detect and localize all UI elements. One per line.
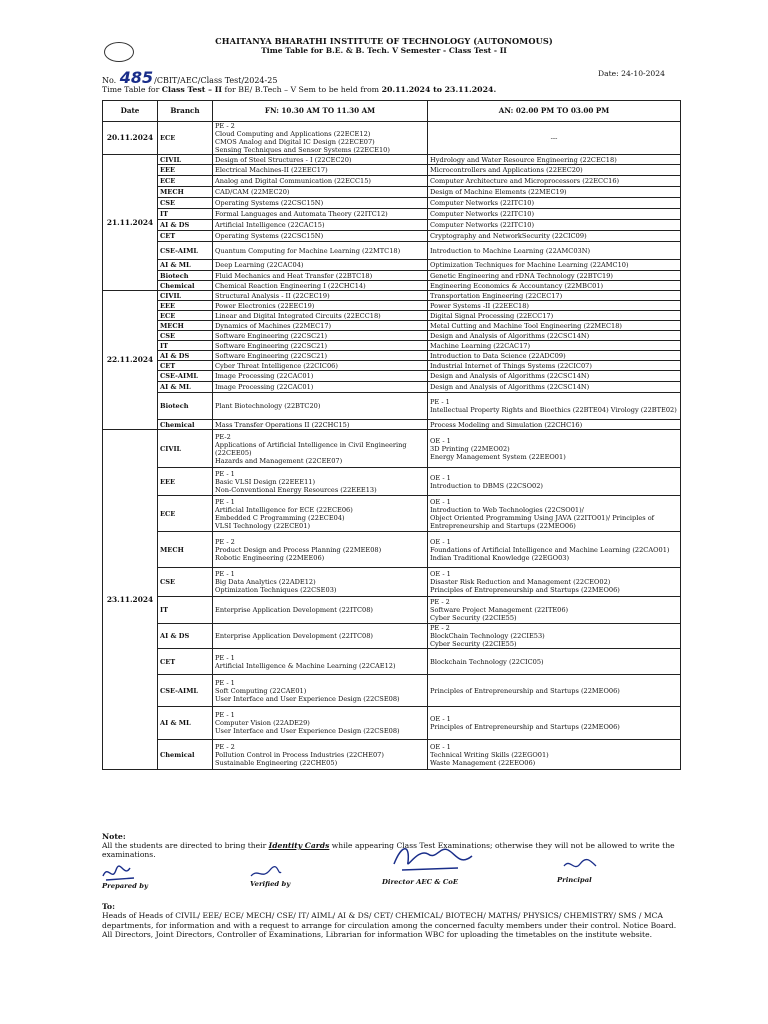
table-row — [103, 301, 681, 311]
fn-subject-cell: Image Processing (22CAC01) — [213, 382, 428, 393]
table-row — [103, 331, 681, 341]
branch-cell: ECE — [158, 311, 213, 321]
fn-subject-cell: Deep Learning (22CAC04) — [213, 260, 428, 271]
fn-subject-cell: Quantum Computing for Machine Learning (22MTC18) — [213, 242, 428, 260]
table-row — [103, 597, 681, 624]
fn-subject-cell: Analog and Digital Communication (22ECC15) — [213, 176, 428, 187]
branch-cell: CIVIL — [158, 155, 213, 165]
an-subject-cell: Computer Networks (22ITC10) — [428, 209, 681, 220]
fn-subject-cell: Operating Systems (22CSC15N) — [213, 198, 428, 209]
principal-label: Principal — [557, 876, 592, 884]
table-row — [103, 430, 681, 468]
branch-cell: EEE — [158, 165, 213, 176]
fn-subject-cell: Enterprise Application Development (22ITC08) — [213, 597, 428, 624]
fn-subject-cell: PE-2 Applications of Artificial Intelligence in Civil Engineering (22CEE05) Hazards and Management (22CEE07) — [213, 430, 428, 468]
fn-subject-cell: PE - 1 Basic VLSI Design (22EEE11) Non-Conventional Energy Resources (22EEE13) — [213, 468, 428, 496]
branch-cell: CIVIL — [158, 430, 213, 468]
timetable — [102, 100, 681, 770]
fn-subject-cell: Formal Languages and Automata Theory (22ITC12) — [213, 209, 428, 220]
intro-text-a: Time Table for — [102, 85, 162, 94]
issue-date: Date: 24-10-2024 — [598, 69, 665, 78]
branch-cell: ECE — [158, 176, 213, 187]
fn-subject-cell: Power Electronics (22EEC19) — [213, 301, 428, 311]
fn-subject-cell: PE - 1 Artificial Intelligence for ECE (22ECE06) Embedded C Programming (22ECE04) VLSI Technology (22ECE01) — [213, 496, 428, 532]
date-cell: 23.11.2024 — [103, 430, 158, 770]
col-header-an: AN: 02.00 PM TO 03.00 PM — [428, 101, 681, 122]
fn-subject-cell: Software Engineering (22CSC21) — [213, 351, 428, 361]
branch-cell: AI & DS — [158, 624, 213, 649]
table-row — [103, 371, 681, 382]
branch-cell: CSE — [158, 198, 213, 209]
branch-cell: MECH — [158, 532, 213, 568]
fn-subject-cell: PE - 1 Computer Vision (22ADE29) User Interface and User Experience Design (22CSE08) — [213, 707, 428, 740]
fn-subject-cell: Enterprise Application Development (22ITC08) — [213, 624, 428, 649]
table-row — [103, 176, 681, 187]
an-subject-cell: Metal Cutting and Machine Tool Engineering (22MEC18) — [428, 321, 681, 331]
fn-subject-cell: Mass Transfer Operations II (22CHC15) — [213, 420, 428, 430]
an-subject-cell: Industrial Internet of Things Systems (22CIC07) — [428, 361, 681, 371]
fn-subject-cell: Plant Biotechnology (22BTC20) — [213, 393, 428, 420]
fn-subject-cell: Image Processing (22CAC01) — [213, 371, 428, 382]
table-row — [103, 321, 681, 331]
fn-subject-cell: Electrical Machines-II (22EEC17) — [213, 165, 428, 176]
an-subject-cell: Design and Analysis of Algorithms (22CSC14N) — [428, 382, 681, 393]
branch-cell: AI & DS — [158, 220, 213, 231]
intro-text-d: 20.11.2024 to 23.11.2024. — [381, 85, 497, 94]
an-subject-cell: Engineering Economics & Accountancy (22MBC01) — [428, 281, 681, 291]
an-subject-cell: Transportation Engineering (22CEC17) — [428, 291, 681, 301]
table-row — [103, 281, 681, 291]
timetable-body — [103, 122, 681, 770]
director-label: Director AEC & CoE — [382, 878, 458, 886]
an-subject-cell: OE - 1 Introduction to DBMS (22CSO02) — [428, 468, 681, 496]
an-subject-cell: Design and Analysis of Algorithms (22CSC14N) — [428, 371, 681, 382]
an-subject-cell: OE - 1 Principles of Entrepreneurship and Startups (22MEO06) — [428, 707, 681, 740]
table-row — [103, 707, 681, 740]
fn-subject-cell: Software Engineering (22CSC21) — [213, 331, 428, 341]
prepared-signature-icon — [100, 862, 140, 884]
date-cell: 22.11.2024 — [103, 291, 158, 430]
an-subject-cell: Design and Analysis of Algorithms (22CSC14N) — [428, 331, 681, 341]
table-row — [103, 311, 681, 321]
fn-subject-cell: Linear and Digital Integrated Circuits (22ECC18) — [213, 311, 428, 321]
timetable-subtitle: Time Table for B.E. & B. Tech. V Semester - Class Test - II — [261, 46, 507, 55]
to-title: To: — [102, 902, 115, 911]
branch-cell: CET — [158, 231, 213, 242]
an-subject-cell: Design of Machine Elements (22MEC19) — [428, 187, 681, 198]
branch-cell: CSE-AIML — [158, 675, 213, 707]
note-text-c: while appearing Class Test Examinations; otherwise they will not be allowed to write the examinations. — [102, 841, 675, 859]
fn-subject-cell: PE - 1 Big Data Analytics (22ADE12) Optimization Techniques (22CSE03) — [213, 568, 428, 597]
branch-cell: CET — [158, 649, 213, 675]
director-signature-icon — [388, 840, 478, 876]
table-row — [103, 649, 681, 675]
intro-text-c: for BE/ B.Tech – V Sem to be held from — [222, 85, 382, 94]
ref-prefix: No. — [102, 76, 117, 85]
branch-cell: ECE — [158, 496, 213, 532]
fn-subject-cell: Cyber Threat Intelligence (22CIC06) — [213, 361, 428, 371]
branch-cell: Chemical — [158, 281, 213, 291]
date-cell: 20.11.2024 — [103, 122, 158, 155]
table-row — [103, 271, 681, 281]
table-row — [103, 496, 681, 532]
an-subject-cell: OE - 1 Foundations of Artificial Intelligence and Machine Learning (22CAO01) Indian Traditional Knowledge (22EGO03) — [428, 532, 681, 568]
table-row — [103, 675, 681, 707]
table-row — [103, 624, 681, 649]
an-subject-cell: Computer Networks (22ITC10) — [428, 198, 681, 209]
table-row — [103, 341, 681, 351]
fn-subject-cell: CAD/CAM (22MEC20) — [213, 187, 428, 198]
branch-cell: IT — [158, 597, 213, 624]
an-subject-cell: Introduction to Data Science (22ADC09) — [428, 351, 681, 361]
fn-subject-cell: PE - 2 Cloud Computing and Applications (22ECE12) CMOS Analog and Digital IC Design (22ECE07) Sensing Techniques and Sensor Systems (22ECE10) — [213, 122, 428, 155]
branch-cell: AI & ML — [158, 260, 213, 271]
fn-subject-cell: Structural Analysis - II (22CEC19) — [213, 291, 428, 301]
table-header-row — [103, 101, 681, 122]
fn-subject-cell: Dynamics of Machines (22MEC17) — [213, 321, 428, 331]
an-subject-cell: Digital Signal Processing (22ECC17) — [428, 311, 681, 321]
intro-text-b: Class Test – II — [161, 85, 222, 94]
principal-signature-icon — [560, 854, 600, 876]
branch-cell: ECE — [158, 122, 213, 155]
an-subject-cell: Cryptography and NetworkSecurity (22CIC09) — [428, 231, 681, 242]
branch-cell: EEE — [158, 301, 213, 311]
branch-cell: AI & DS — [158, 351, 213, 361]
an-subject-cell: PE - 2 BlockChain Technology (22CIE53) Cyber Security (22CIE55) — [428, 624, 681, 649]
branch-cell: CSE-AIML — [158, 242, 213, 260]
table-row — [103, 468, 681, 496]
table-row — [103, 393, 681, 420]
table-row — [103, 361, 681, 371]
prepared-by-label: Prepared by — [102, 882, 148, 890]
col-header-fn: FN: 10.30 AM TO 11.30 AM — [213, 101, 428, 122]
branch-cell: CSE — [158, 331, 213, 341]
an-subject-cell: PE - 1 Intellectual Property Rights and Bioethics (22BTE04) Virology (22BTE02) — [428, 393, 681, 420]
branch-cell: Chemical — [158, 420, 213, 430]
col-header-date: Date — [103, 101, 158, 122]
branch-cell: CIVIL — [158, 291, 213, 301]
date-cell: 21.11.2024 — [103, 155, 158, 291]
note-text-b: Identity Cards — [268, 841, 330, 850]
table-row — [103, 220, 681, 231]
ref-suffix: /CBIT/AEC/Class Test/2024-25 — [154, 76, 278, 85]
fn-subject-cell: PE - 2 Pollution Control in Process Industries (22CHE07) Sustainable Engineering (22CHE05) — [213, 740, 428, 770]
table-row — [103, 209, 681, 220]
fn-subject-cell: Fluid Mechanics and Heat Transfer (22BTC18) — [213, 271, 428, 281]
branch-cell: MECH — [158, 321, 213, 331]
an-subject-cell: Genetic Engineering and rDNA Technology (22BTC19) — [428, 271, 681, 281]
fn-subject-cell: Operating Systems (22CSC15N) — [213, 231, 428, 242]
branch-cell: CET — [158, 361, 213, 371]
table-row — [103, 165, 681, 176]
branch-cell: CSE — [158, 568, 213, 597]
fn-subject-cell: PE - 2 Product Design and Process Planning (22MEE08) Robotic Engineering (22MEE06) — [213, 532, 428, 568]
branch-cell: MECH — [158, 187, 213, 198]
fn-subject-cell: Design of Steel Structures - I (22CEC20) — [213, 155, 428, 165]
an-subject-cell: OE - 1 3D Printing (22MEO02) Energy Management System (22EEO01) — [428, 430, 681, 468]
an-subject-cell: Blockchain Technology (22CIC05) — [428, 649, 681, 675]
branch-cell: IT — [158, 209, 213, 220]
note-text-a: All the students are directed to bring their — [102, 841, 269, 850]
table-row — [103, 242, 681, 260]
to-body: Heads of Heads of CIVIL/ EEE/ ECE/ MECH/ CSE/ IT/ AIML/ AI & DS/ CET/ CHEMICAL/ BIOTECH/ MATHS/ PHYSICS/ CHEMISTRY/ SMS / MCA departments, for information and with a request to arrange for circulation among the concerned faculty members under their control. Notice Board. All Directors, Joint Directors, Controller of Examinations, Librarian for information WBC for uploading the timetables on the institute website. — [102, 911, 677, 939]
institute-name: CHAITANYA BHARATHI INSTITUTE OF TECHNOLOGY (AUTONOMOUS) — [215, 36, 553, 46]
an-subject-cell: Power Systems -II (22EEC18) — [428, 301, 681, 311]
intro-line — [102, 85, 496, 94]
fn-subject-cell: Chemical Reaction Engineering I (22CHC14) — [213, 281, 428, 291]
an-subject-cell: OE - 1 Introduction to Web Technologies (22CSO01)/ Object Oriented Programming Using JAVA (22ITO01)/ Principles of Entrepreneurship and Startups (22MEO06) — [428, 496, 681, 532]
branch-cell: IT — [158, 341, 213, 351]
an-subject-cell: Process Modeling and Simulation (22CHC16) — [428, 420, 681, 430]
branch-cell: Biotech — [158, 393, 213, 420]
an-subject-cell: Principles of Entrepreneurship and Startups (22MEO06) — [428, 675, 681, 707]
table-row — [103, 351, 681, 361]
an-subject-cell: Machine Learning (22CAC17) — [428, 341, 681, 351]
fn-subject-cell: PE - 1 Soft Computing (22CAE01) User Interface and User Experience Design (22CSE08) — [213, 675, 428, 707]
an-subject-cell: OE - 1 Technical Writing Skills (22EGO01) Waste Management (22EEO06) — [428, 740, 681, 770]
branch-cell: EEE — [158, 468, 213, 496]
table-row — [103, 155, 681, 165]
table-row — [103, 187, 681, 198]
branch-cell: AI & ML — [158, 707, 213, 740]
an-subject-cell: Microcontrollers and Applications (22EEC20) — [428, 165, 681, 176]
an-subject-cell: Computer Architecture and Microprocessors (22ECC16) — [428, 176, 681, 187]
branch-cell: Biotech — [158, 271, 213, 281]
branch-cell: AI & ML — [158, 382, 213, 393]
note-title: Note: — [102, 832, 126, 841]
table-row — [103, 532, 681, 568]
table-row — [103, 198, 681, 209]
an-subject-cell: Optimization Techniques for Machine Learning (22AMC10) — [428, 260, 681, 271]
table-row — [103, 291, 681, 301]
table-row — [103, 740, 681, 770]
table-row — [103, 260, 681, 271]
table-row — [103, 420, 681, 430]
an-subject-cell: OE - 1 Disaster Risk Reduction and Management (22CEO02) Principles of Entrepreneurship and Startups (22MEO06) — [428, 568, 681, 597]
fn-subject-cell: Software Engineering (22CSC21) — [213, 341, 428, 351]
col-header-branch: Branch — [158, 101, 213, 122]
fn-subject-cell: PE - 1 Artificial Intelligence & Machine Learning (22CAE12) — [213, 649, 428, 675]
an-subject-cell: --- — [428, 122, 681, 155]
an-subject-cell: Hydrology and Water Resource Engineering (22CEC18) — [428, 155, 681, 165]
table-row — [103, 382, 681, 393]
table-row — [103, 568, 681, 597]
table-row — [103, 231, 681, 242]
an-subject-cell: Introduction to Machine Learning (22AMC03N) — [428, 242, 681, 260]
table-row — [103, 122, 681, 155]
branch-cell: Chemical — [158, 740, 213, 770]
fn-subject-cell: Artificial Intelligence (22CAC15) — [213, 220, 428, 231]
ref-number: 485 — [119, 68, 154, 87]
branch-cell: CSE-AIML — [158, 371, 213, 382]
an-subject-cell: Computer Networks (22ITC10) — [428, 220, 681, 231]
verified-by-label: Verified by — [250, 880, 291, 888]
an-subject-cell: PE - 2 Software Project Management (22ITE06) Cyber Security (22CIE55) — [428, 597, 681, 624]
